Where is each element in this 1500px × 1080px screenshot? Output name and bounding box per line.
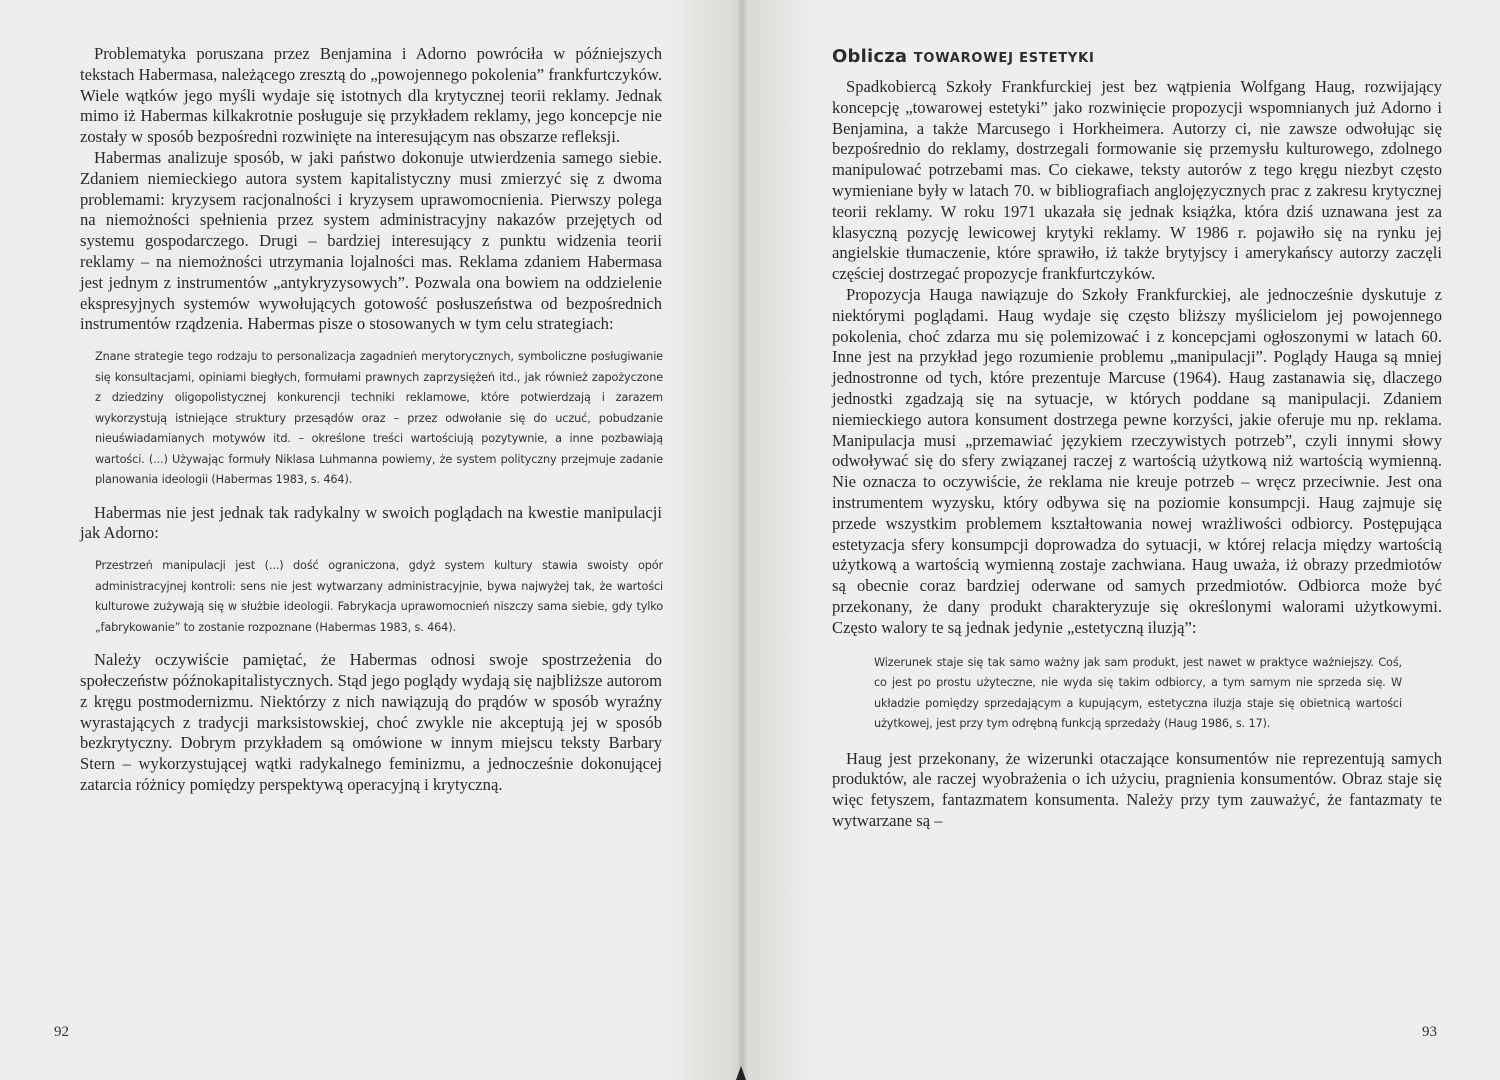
left-text-column [80, 44, 662, 796]
section-heading-smallcaps: TOWAROWEJ ESTETYKI [913, 51, 1095, 66]
right-page [742, 0, 1500, 1080]
right-paragraph-2: Propozycja Hauga nawiązuje do Szkoły Frankfurckiej, ale jednocześnie dyskutuje z niektórymi poglądami. Haug wydaje się często bliższy myślicielom jej powojennego pokolenia, choć zdarza mu się polemizować i z koncepcjami ogłoszonymi w latach 60. Inne jest na przykład jego rozumienie problemu „manipulacji”. Poglądy Hauga są mniej jednostronne od tych, które prezentuje Marcuse (1964). Haug zastanawia się, dlaczego jednostki zgadzają się na sytuacje, w których poddane są manipulacji. Zdaniem niemieckiego autora konsument dostrzega pewne korzyści, jakie oferuje mu np. reklama. Manipulacja musi „przemawiać językiem rzeczywistych potrzeb”, czyli innymi słowy odwoływać się do sfery związanej raczej z wartością użytkową niż wartością wymienną. Nie oznacza to oczywiście, że reklama nie kreuje potrzeb – wręcz przeciwnie. Jest ona instrumentem wyzysku, który odbywa się na poziomie konsumpcji. Haug zajmuje się przede wszystkim problemem kształtowania nowej wrażliwości odbiorcy. Postępująca estetyzacja sfery konsumpcji doprowadza do sytuacji, w której relacja między wartością użytkową a wartością wymienną zostaje zachwiana. Haug uważa, iż obrazy przedmiotów są obecnie coraz bardziej oderwane od samych przedmiotów. Odbiorca może być przekonany, że dany produkt charakteryzuje się określonymi walorami użytkowymi. Często walory te są jednak jedynie „estetyczną iluzją”: [832, 284, 1442, 637]
book-gutter [736, 0, 748, 1080]
section-heading-first-word: Oblicza [832, 46, 914, 67]
left-block-quote-1: Znane strategie tego rodzaju to personalizacja zagadnień merytorycznych, symboliczne posługiwanie się konsultacjami, opiniami biegłych, formułami prawnych zaprzysiężeń itd., jak również zapożyczone z dziedziny oligopolistycznej konkurencji techniki reklamowe, które potwierdzają i zarazem wykorzystują istniejące struktury przesądów oraz – przez odwołanie się do uczuć, pobudzanie nieuświadamianych motywów itd. – określone treści wartościują pozytywnie, a inne pozbawiają wartości. (...) Używając formuły Niklasa Luhmanna powiemy, że system polityczny przejmuje zadanie planowania ideologii (Habermas 1983, s. 464). [95, 350, 663, 487]
left-page-number: 92 [54, 1024, 69, 1040]
left-paragraph-1: Problematyka poruszana przez Benjamina i Adorno powróciła w późniejszych tekstach Habermasa, należącego zresztą do „powojennego pokolenia” frankfurtczyków. Wiele wątków jego myśli wydaje się istotnych dla krytycznej teorii reklamy. Jednak mimo iż Habermas kilkakrotnie posługuje się przykładem reklamy, jego koncepcje nie zostały w sposób bezpośredni rozwinięte na interesującym nas obszarze refleksji. [80, 44, 662, 147]
right-block-quote-1: Wizerunek staje się tak samo ważny jak sam produkt, jest nawet w praktyce ważniejszy. Coś, co jest po prostu użyteczne, nie wyda się takim odbiorcy, a tym samym nie sprzeda się. W układzie pomiędzy sprzedającym a kupującym, estetyczna iluzja staje się obietnicą wartości użytkowej, jest przy tym odrębną funkcją sprzedaży (Haug 1986, s. 17). [874, 655, 1402, 731]
left-paragraph-4: Należy oczywiście pamiętać, że Habermas odnosi swoje spostrzeżenia do społeczeństw późnokapitalistycznych. Stąd jego poglądy wydają się najbliższe autorom z kręgu postmodernizmu. Niektórzy z nich nawiązują do prądów w sposób wyraźny wyrastających z tradycji marksistowskiej, choć zwykle nie akceptują jej w sposób bezkrytyczny. Dobrym przykładem są omówione w innym miejscu teksty Barbary Stern – wykorzystującej wątki radykalnego feminizmu, a jednocześnie dokonującej zatarcia różnicy pomiędzy perspektywą operacyjną i krytyczną. [80, 650, 662, 795]
gutter-marker [736, 1066, 746, 1080]
right-paragraph-3: Haug jest przekonany, że wizerunki otaczające konsumentów nie reprezentują samych produktów, ale raczej wyobrażenia o ich użyciu, pragnienia konsumentów. Obraz staje się więc fetyszem, fantazmatem konsumenta. Należy przy tym zauważyć, że fantazmaty te wytwarzane są – [832, 748, 1442, 830]
section-heading [832, 46, 1442, 67]
left-block-quote-2: Przestrzeń manipulacji jest (...) dość ograniczona, gdyż system kultury stawia swoisty opór administracyjnej kontroli: sens nie jest wytwarzany administracyjnie, bywa najwyżej tak, że wartości kulturowe zużywają się w służbie ideologii. Fabrykacja uprawomocnień niszczy sama siebie, gdy tylko „fabrykowanie” to zostanie rozpoznane (Habermas 1983, s. 464). [95, 559, 663, 634]
right-text-column [832, 46, 1442, 832]
left-page [0, 0, 742, 1080]
right-page-number: 93 [1422, 1024, 1437, 1040]
left-paragraph-2: Habermas analizuje sposób, w jaki państwo dokonuje utwierdzenia samego siebie. Zdaniem niemieckiego autora system kapitalistyczny musi zmierzyć się z dwoma problemami: kryzysem racjonalności i kryzysem uprawomocnienia. Pierwszy polega na niemożności spełnienia przez system administracyjny nakazów przejętych od systemu gospodarczego. Drugi – bardziej interesujący z punktu widzenia teorii reklamy – na niemożności utrzymania lojalności mas. Reklama zdaniem Habermasa jest jednym z instrumentów „antykryzysowych”. Pozwala ona bowiem na oddzielenie ekspresyjnych systemów wywołujących gotowość posłuszeństwa od bezpośrednich instrumentów rządzenia. Habermas pisze o stosowanych w tym celu strategiach: [80, 147, 662, 334]
right-paragraph-1: Spadkobiercą Szkoły Frankfurckiej jest bez wątpienia Wolfgang Haug, rozwijający koncepcję „towarowej estetyki” jako rozwinięcie propozycji wspomnianych już Adorno i Benjamina, a także Marcusego i Horkheimera. Autorzy ci, nie zawsze odwołując się bezpośrednio do reklamy, dostrzegali formowanie się przemysłu kulturowego, zdolnego manipulować potrzebami mas. Co ciekawe, teksty autorów z tego kręgu niezbyt często wymieniane były w latach 70. w bibliografiach anglojęzycznych prac z zakresu krytycznej teorii reklamy. W roku 1971 ukazała się jednak książka, która dziś uznawana jest za klasyczną pozycję lewicowej krytyki reklamy. W 1986 r. pojawiło się na rynku jej angielskie tłumaczenie, które sprawiło, iż także brytyjscy i amerykańscy autorzy zaczęli częściej dostrzegać propozycje frankfurtczyków. [832, 77, 1442, 284]
left-paragraph-3: Habermas nie jest jednak tak radykalny w swoich poglądach na kwestie manipulacji jak Adorno: [80, 502, 662, 543]
